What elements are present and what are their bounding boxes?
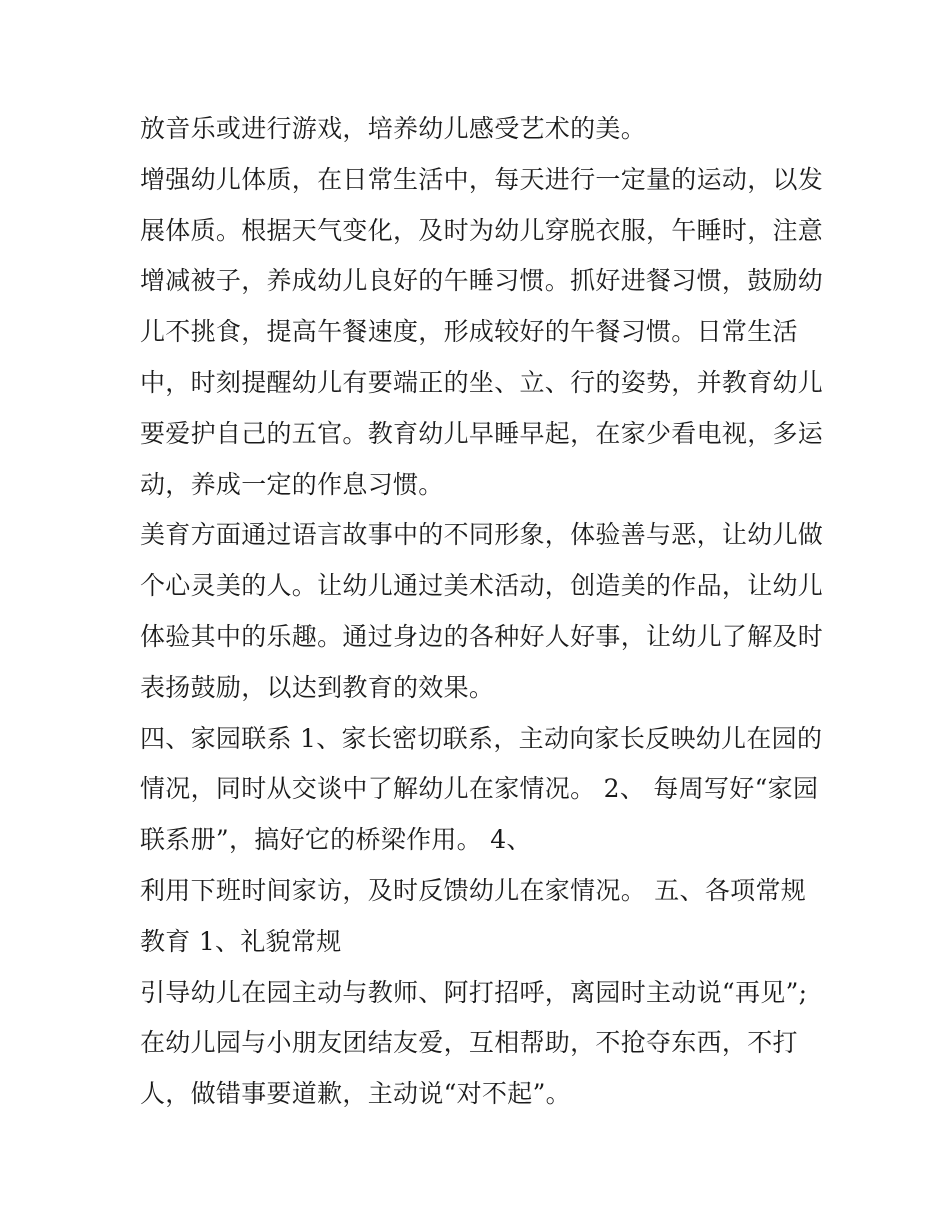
- text-line: 情况，同时从交谈中了解幼儿在家情况。 2、 每周写好“家园: [140, 774, 819, 804]
- text-line: 动，养成一定的作息习惯。: [140, 469, 444, 499]
- text-line: 人，做错事要道歉，主动说“对不起”。: [140, 1079, 571, 1109]
- text-line: 引导幼儿在园主动与教师、阿打招呼，离园时主动说“再见”;: [140, 977, 808, 1007]
- text-line: 中，时刻提醒幼儿有要端正的坐、立、行的姿势，并教育幼儿: [140, 367, 824, 397]
- text-line: 联系册”，搞好它的桥梁作用。 4、: [140, 825, 532, 855]
- text-line: 增强幼儿体质，在日常生活中，每天进行一定量的运动，以发: [140, 164, 824, 194]
- text-line: 儿不挑食，提高午餐速度，形成较好的午餐习惯。日常生活: [140, 317, 798, 347]
- text-line: 教育 1、礼貌常规: [140, 926, 342, 956]
- text-line: 个心灵美的人。让幼儿通过美术活动，创造美的作品，让幼儿: [140, 571, 824, 601]
- text-line: 要爱护自己的五官。教育幼儿早睡早起，在家少看电视，多运: [140, 418, 824, 448]
- text-line: 美育方面通过语言故事中的不同形象，体验善与恶，让幼儿做: [140, 520, 824, 550]
- text-line: 展体质。根据天气变化，及时为幼儿穿脱衣服，午睡时，注意: [140, 215, 824, 245]
- text-line: 在幼儿园与小朋友团结友爱，互相帮助，不抢夺东西，不打: [140, 1028, 798, 1058]
- text-line: 利用下班时间家访，及时反馈幼儿在家情况。 五、各项常规: [140, 875, 807, 905]
- text-line: 体验其中的乐趣。通过身边的各种好人好事，让幼儿了解及时: [140, 621, 824, 651]
- document-body: [140, 104, 830, 1120]
- text-line: 放音乐或进行游戏，培养幼儿感受艺术的美。: [140, 114, 647, 143]
- text-line: 表扬鼓励，以达到教育的效果。: [140, 672, 495, 702]
- text-line: 增减被子，养成幼儿良好的午睡习惯。抓好进餐习惯，鼓励幼: [140, 266, 824, 296]
- text-line: 四、家园联系 1、家长密切联系，主动向家长反映幼儿在园的: [140, 723, 823, 753]
